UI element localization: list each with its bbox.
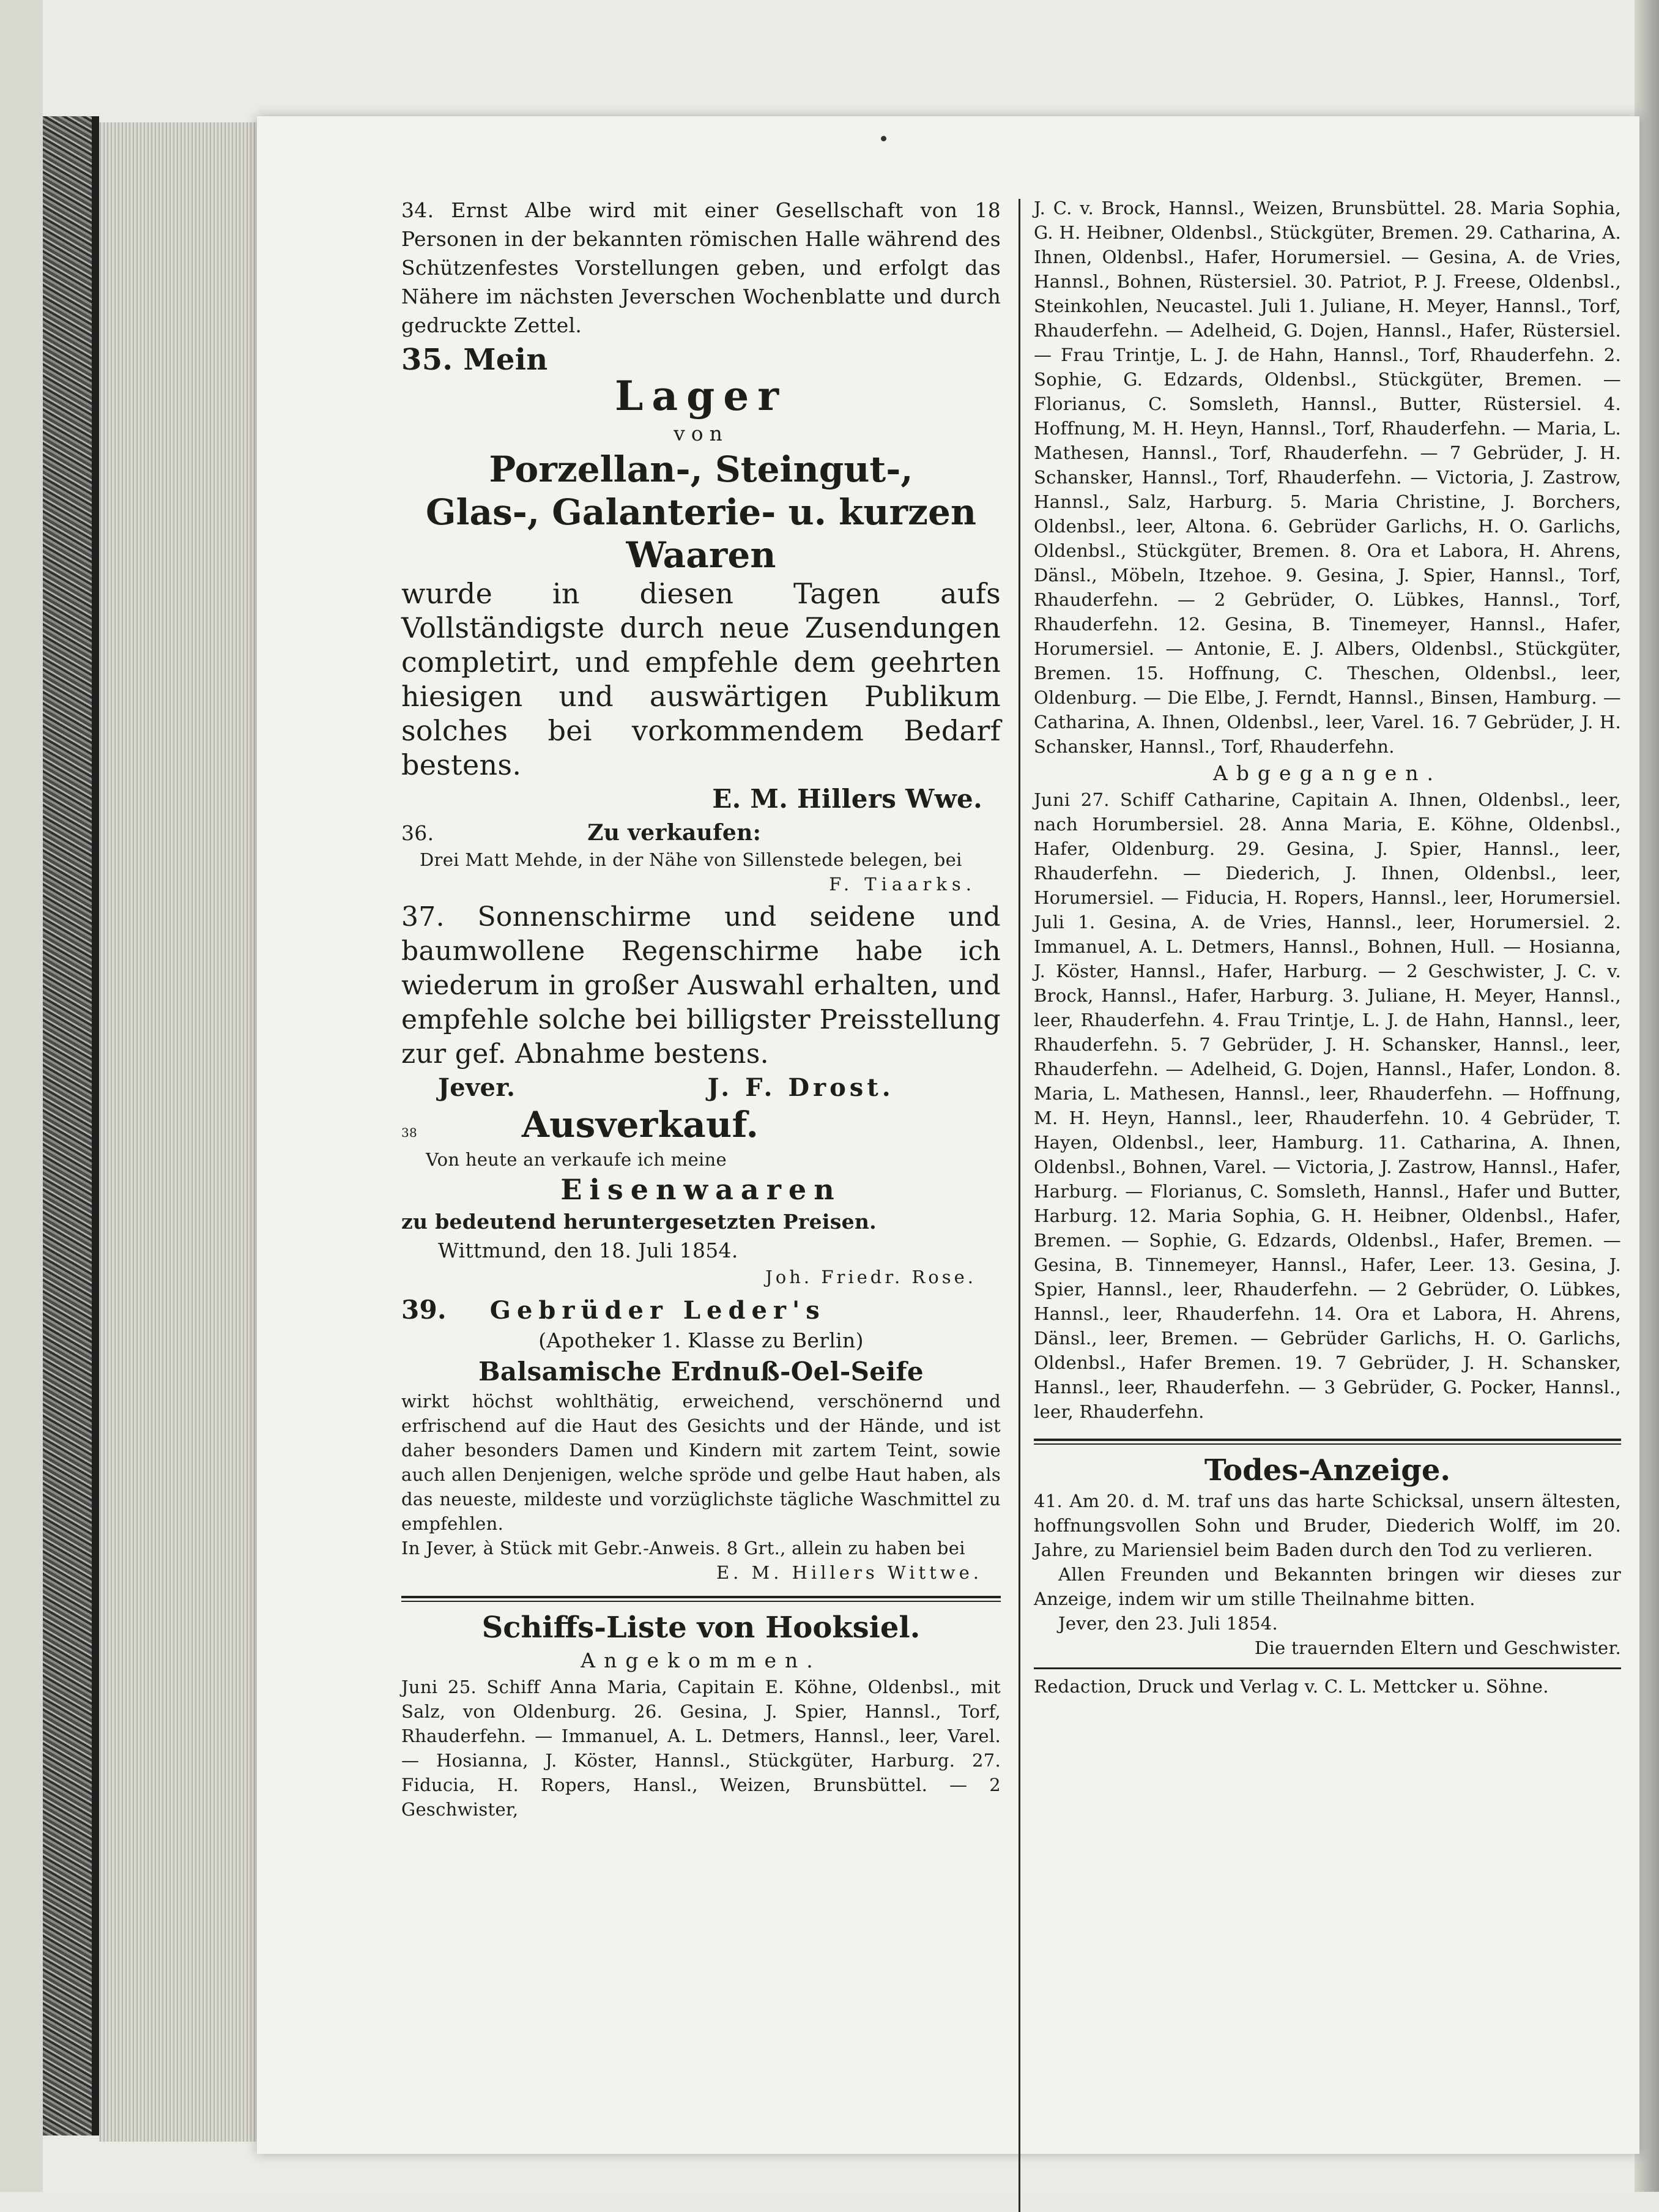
ad-37-footer (401, 1071, 1001, 1104)
ad-38-line2: zu bedeutend heruntergesetzten Preisen. (401, 1210, 877, 1234)
ad-39-subtitle: (Apotheker 1. Klasse zu Berlin) (538, 1328, 864, 1352)
ad-38-line1: Von heute an verkaufe ich meine (426, 1149, 727, 1170)
background-band (0, 0, 43, 2192)
ad-37-signature: J. F. Drost. (707, 1073, 894, 1102)
ad-39-number: 39. (401, 1295, 447, 1325)
ad-35-lager: Lager (614, 372, 788, 420)
ad-35-goods-1: Porzellan-, Steingut-, (489, 449, 913, 490)
ship-departed-text: Juni 27. Schiff Catharine, Capitain A. Ihnen, Oldenbsl., leer, nach Horumbersiel. 28. Anna Maria, E. Köhne, Oldenbsl., Hafer, Oldenburg. 29. Gesina, J. Spier, Hannsl., leer, Rhauderfehn. — Diederich, J. Ihnen, Oldenbsl., leer, Horumersiel. — Fiducia, H. Ropers, Hannsl., leer, Horumersiel. Juli 1. Gesina, A. de Vries, Hannsl., leer, Horumersiel. 2. Immanuel, A. L. Detmers, Hannsl., Bohnen, Hull. — Hosianna, J. Köster, Hannsl., Hafer, Harburg. — 2 Geschwister, J. C. v. Brock, Hannsl., Hafer, Harburg. 3. Juliane, H. Meyer, Hannsl., leer, Rhauderfehn. 4. Frau Trintje, L. J. de Hahn, Hannsl., leer, Rhauderfehn. 5. 7 Gebrüder, J. H. Schansker, Hannsl., leer, Rhauderfehn. — Adelheid, G. Dojen, Hannsl., Hafer, London. 8. Maria, L. Mathesen, Hannsl., leer, Rhauderfehn. — Hoffnung, M. H. Heyn, Hannsl., leer, Rhauderfehn. 10. 4 Gebrüder, T. Hayen, Oldenbsl., leer, Hamburg. 11. Catharina, A. Ihnen, Oldenbsl., Bohnen, Varel. — Victoria, J. Zastrow, Hannsl., Hafer, Harburg. — Florianus, C. Somsleth, Hannsl., Hafer und Butter, Harburg. 12. Maria Sophia, G. H. Heibner, Oldenbsl., Hafer, Bremen. — Sophie, G. Edzards, Oldenbsl., Hafer, Bremen. — Gesina, B. Tinnemeyer, Hannsl., Hafer, Leer. 13. Gesina, J. Spier, Hannsl., leer, Rhauderfehn. — 2 Gebrüder, O. Lübkes, Hannsl., leer, Rhauderfehn. 14. Ora et Labora, H. Ahrens, Dänsl., leer, Bremen. — Gebrüder Garlichs, H. O. Garlichs, Oldenbsl., Hafer Bremen. 19. 7 Gebrüder, J. H. Schansker, Hannsl., leer, Rhauderfehn. — 3 Gebrüder, G. Pocker, Hannsl., leer, Rhauderfehn. (1034, 789, 1621, 1422)
ad-39-header-line (401, 1295, 1001, 1326)
death-notice-date: Jever, den 23. Juli 1854. (1058, 1613, 1278, 1634)
ship-arrived-text: Juni 25. Schiff Anna Maria, Capitain E. Köhne, Oldenbsl., mit Salz, von Oldenburg. 26. Gesina, J. Spier, Hannsl., Torf, Rhauderfehn. — Immanuel, A. L. Detmers, Hannsl., leer, Varel. — Hosianna, J. Köster, Hannsl., Stückgüter, Harburg. 27. Fiducia, H. Ropers, Hansl., Weizen, Brunsbüttel. — 2 Geschwister, (401, 1677, 1001, 1820)
section-rule (1034, 1439, 1621, 1445)
ship-arrived-continued: J. C. v. Brock, Hannsl., Weizen, Brunsbüttel. 28. Maria Sophia, G. H. Heibner, Oldenbsl., Stückgüter, Bremen. 29. Catharina, A. Ihnen, Oldenbsl., Hafer, Horumersiel. — Gesina, A. de Vries, Hannsl., Bohnen, Rüstersiel. 30. Patriot, P. J. Freese, Oldenbsl., Steinkohlen, Neucastel. Juli 1. Juliane, H. Meyer, Hannsl., Torf, Rhauderfehn. — Adelheid, G. Dojen, Hannsl., Hafer, Rüstersiel. — Frau Trintje, L. J. de Hahn, Hannsl., Torf, Rhauderfehn. 2. Sophie, G. Edzards, Oldenbsl., Stückgüter, Bremen. — Florianus, C. Somsleth, Hannsl., Butter, Rüstersiel. 4. Hoffnung, M. H. Heyn, Hannsl., Torf, Rhauderfehn. — Maria, L. Mathesen, Hannsl., Torf, Rhauderfehn. — 7 Gebrüder, J. H. Schansker, Hannsl., Torf, Rhauderfehn. — Victoria, J. Zastrow, Hannsl., Salz, Harburg. 5. Maria Christine, J. Borchers, Oldenbsl., leer, Altona. 6. Gebrüder Garlichs, H. O. Garlichs, Oldenbsl., Stückgüter, Bremen. 8. Ora et Labora, H. Ahrens, Dänsl., Möbeln, Itzehoe. 9. Gesina, J. Spier, Hannsl., Torf, Rhauderfehn. — 2 Gebrüder, O. Lübkes, Hannsl., Torf, Rhauderfehn. 12. Gesina, B. Tinemeyer, Hannsl., Hafer, Horumersiel. — Antonie, E. J. Albers, Oldenbsl., Stückgüter, Bremen. 15. Hoffnung, C. Theschen, Oldenbsl., leer, Oldenburg. — Die Elbe, J. Ferndt, Hannsl., Binsen, Hamburg. — Catharina, A. Ihnen, Oldenbsl., leer, Varel. 16. 7 Gebrüder, J. H. Schansker, Hannsl., Torf, Rhauderfehn. (1034, 198, 1621, 757)
ship-list-heading: Schiffs-Liste von Hooksiel. (481, 1611, 921, 1645)
ad-37-body: 37. Sonnenschirme und seidene und baumwollene Regenschirme habe ich wiederum in großer Auswahl erhalten, und empfehle solche bei billigster Preisstellung zur gef. Abnahme bestens. (401, 901, 1001, 1070)
ad-35-signature: E. M. Hillers Wwe. (712, 784, 982, 814)
ad-36-signature: F. Tiaarks. (829, 874, 976, 895)
ad-39-body: wirkt höchst wohlthätig, erweichend, verschönernd und erfrischend auf die Haut des Gesichts und der Hände, und ist daher besonders Damen und Kindern mit zartem Teint, sowie auch allen Denjenigen, welche spröde und gelbe Haut haben, als das neueste, mildeste und vorzüglichste tägliche Waschmittel zu empfehlen. (401, 1391, 1001, 1534)
page-edges (99, 122, 258, 2142)
ad-34: 34. Ernst Albe wird mit einer Gesellschaft von 18 Personen in der bekannten römischen Halle während des Schützenfestes Vorstellungen geben, und erfolgt das Nähere im nächsten Jeverschen Wochenblatte und durch gedruckte Zettel. (401, 198, 1001, 337)
marbled-binding (43, 116, 92, 2136)
book-spine-edge (92, 116, 99, 2136)
section-rule (401, 1596, 1001, 1602)
ad-36-title: Zu verkaufen: (587, 820, 762, 846)
ad-38-goods: Eisenwaaren (560, 1173, 842, 1206)
ad-35-von: von (674, 422, 729, 445)
ad-38-title: Ausverkauf. (521, 1104, 759, 1145)
death-notice-heading: Todes-Anzeige. (1204, 1453, 1451, 1488)
right-column (1034, 196, 1621, 1699)
ad-39-signature: E. M. Hillers Wittwe. (716, 1562, 982, 1583)
column-divider (1019, 199, 1020, 2212)
ad-36-number: 36. (401, 821, 434, 845)
ad-35-goods-3: Waaren (626, 534, 776, 576)
imprint: Redaction, Druck und Verlag v. C. L. Mettcker u. Söhne. (1034, 1676, 1549, 1697)
ad-39-product: Balsamische Erdnuß-Oel-Seife (478, 1357, 924, 1387)
ad-38-number: 38 (401, 1125, 418, 1140)
ad-38-date: Wittmund, den 18. Juli 1854. (438, 1238, 738, 1262)
left-column (401, 196, 1001, 1822)
ad-36-body: Drei Matt Mehde, in der Nähe von Sillenstede belegen, bei (420, 849, 962, 870)
page-mark (881, 136, 886, 141)
ad-35-number: 35. Mein (401, 343, 548, 377)
ship-arrived-heading: Angekommen. (581, 1648, 822, 1672)
death-notice-text-2: Allen Freunden und Bekannten bringen wir dieses zur Anzeige, indem wir um stille Theilnahme bitten. (1034, 1564, 1621, 1609)
ad-38-header-line (401, 1104, 1001, 1147)
death-notice-text: 41. Am 20. d. M. traf uns das harte Schicksal, unsern ältesten, hoffnungsvollen Sohn und Bruder, Diederich Wolff, im 20. Jahre, zu Mariensiel beim Baden durch den Tod zu verlieren. (1034, 1491, 1621, 1560)
ad-35-goods-2: Glas-, Galanterie- u. kurzen (425, 491, 977, 533)
ad-37-place: Jever. (438, 1073, 516, 1102)
ad-39-title: Gebrüder Leder's (489, 1296, 826, 1325)
ad-39-price: In Jever, à Stück mit Gebr.-Anweis. 8 Grt., allein zu haben bei (401, 1538, 965, 1558)
death-notice-signature: Die trauernden Eltern und Geschwister. (1254, 1637, 1621, 1658)
imprint-rule (1034, 1667, 1621, 1669)
ad-35-body: wurde in diesen Tagen aufs Vollständigste durch neue Zusendungen completirt, und empfehle dem geehrten hiesigen und auswärtigen Publikum solches bei vorkommendem Bedarf bestens. (401, 577, 1001, 781)
ship-departed-heading: Abgegangen. (1212, 761, 1442, 785)
ad-36-header-line (401, 819, 1001, 847)
ad-38-signature: Joh. Friedr. Rose. (765, 1267, 976, 1287)
